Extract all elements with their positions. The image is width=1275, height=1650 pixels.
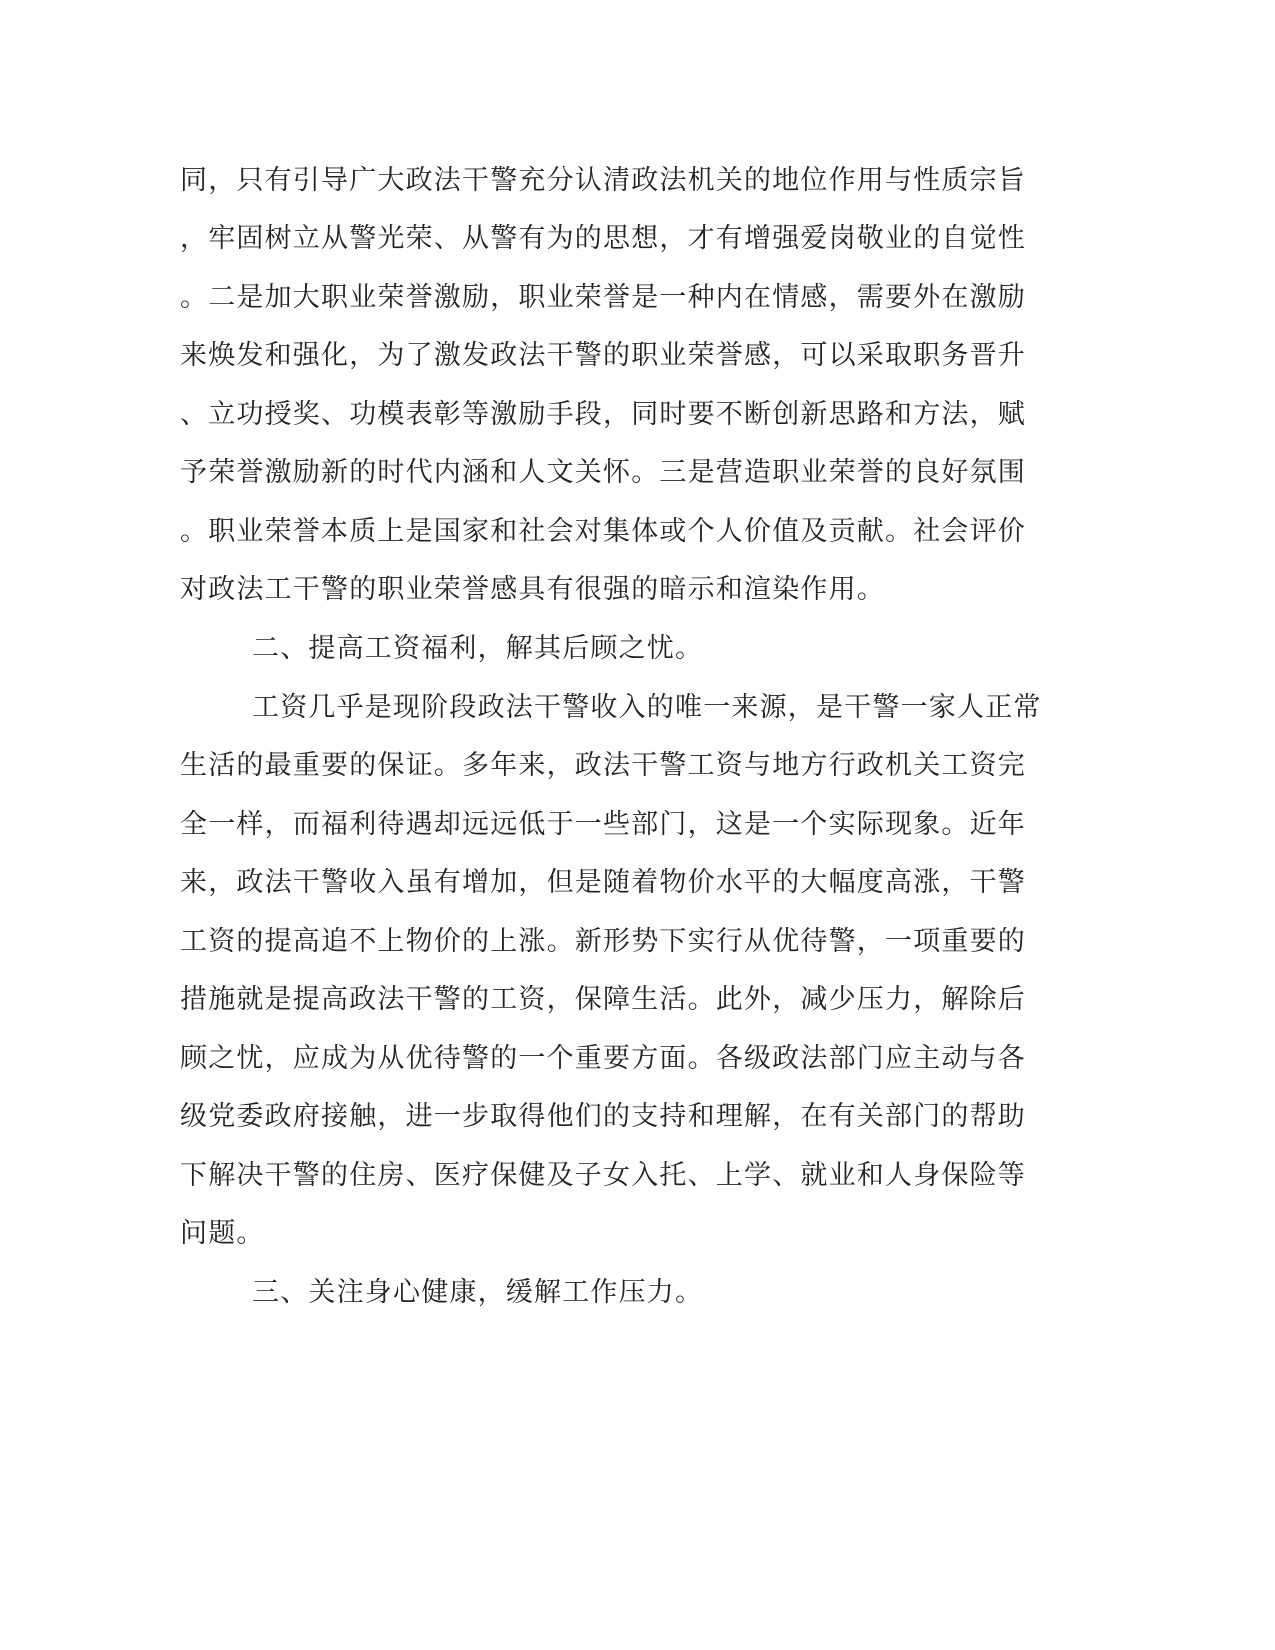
text-line: 措施就是提高政法干警的工资，保障生活。此外，减少压力，解除后 xyxy=(180,984,1026,1015)
text-line: 同，只有引导广大政法干警充分认清政法机关的地位作用与性质宗旨 xyxy=(180,165,1026,196)
text-line: 顾之忧，应成为从优待警的一个重要方面。各级政法部门应主动与各 xyxy=(180,1043,1026,1074)
text-line: 来，政法干警收入虽有增加，但是随着物价水平的大幅度高涨，干警 xyxy=(180,867,1026,898)
section-heading: 三、关注身心健康，缓解工作压力。 xyxy=(252,1277,704,1308)
text-line: 予荣誉激励新的时代内涵和人文关怀。三是营造职业荣誉的良好氛围 xyxy=(180,457,1026,488)
text-line: 工资几乎是现阶段政法干警收入的唯一来源，是干警一家人正常 xyxy=(252,692,1042,723)
text-line: 、立功授奖、功模表彰等激励手段，同时要不断创新思路和方法，赋 xyxy=(180,399,1026,430)
text-line: 工资的提高追不上物价的上涨。新形势下实行从优待警，一项重要的 xyxy=(180,926,1026,957)
text-line: 对政法工干警的职业荣誉感具有很强的暗示和渲染作用。 xyxy=(180,574,885,605)
text-line: 生活的最重要的保证。多年来，政法干警工资与地方行政机关工资完 xyxy=(180,750,1026,781)
text-line: 来焕发和强化，为了激发政法干警的职业荣誉感，可以采取职务晋升 xyxy=(180,340,1026,371)
text-line: 全一样，而福利待遇却远远低于一些部门，这是一个实际现象。近年 xyxy=(180,809,1026,840)
text-line: 下解决干警的住房、医疗保健及子女入托、上学、就业和人身保险等 xyxy=(180,1160,1026,1191)
text-line: 。职业荣誉本质上是国家和社会对集体或个人价值及贡献。社会评价 xyxy=(180,516,1026,547)
section-heading: 二、提高工资福利，解其后顾之忧。 xyxy=(252,633,704,664)
text-line: 级党委政府接触，进一步取得他们的支持和理解，在有关部门的帮助 xyxy=(180,1101,1026,1132)
text-line: 问题。 xyxy=(180,1218,265,1249)
text-line: 。二是加大职业荣誉激励，职业荣誉是一种内在情感，需要外在激励 xyxy=(180,282,1026,313)
text-line: ，牢固树立从警光荣、从警有为的思想，才有增强爱岗敬业的自觉性 xyxy=(180,223,1026,254)
